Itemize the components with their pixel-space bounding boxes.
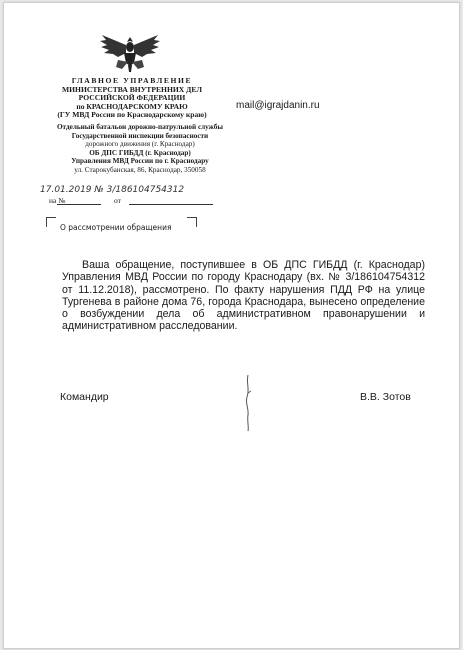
header-line: ГЛАВНОЕ УПРАВЛЕНИЕ xyxy=(71,76,193,85)
signatory-name: В.В. Зотов xyxy=(360,391,411,403)
recipient-email: mail@igrajdanin.ru xyxy=(236,100,320,111)
unit-line: дорожного движения (г. Краснодар) xyxy=(85,140,195,149)
letter-page xyxy=(3,2,460,649)
ministry-header xyxy=(52,77,212,120)
header-line: РОССИЙСКОЙ ФЕДЕРАЦИИ xyxy=(78,93,186,103)
ot-line xyxy=(129,204,213,205)
unit-line: ул. Старокубанская, 86, Краснодар, 350058 xyxy=(74,165,206,174)
unit-line: Управления МВД России по г. Краснодару xyxy=(71,157,209,166)
subject-bracket-right xyxy=(187,217,197,227)
eagle-emblem-icon xyxy=(98,33,162,73)
letter-body: Ваша обращение, поступившее в ОБ ДПС ГИБДД (г. Краснодар) Управления МВД России по городу Краснодару (вх. № 3/186104754312 от 11.12.2018), рассмотрено. По факту нарушения ПДД РФ на улице Тургенева в районе дома 76, города Краснодара, вынесено определение о возбуждении дела об административном правонарушении и административном расследовании. xyxy=(62,259,425,333)
registration-number-handwritten: 17.01.2019 № 3/186104754312 xyxy=(40,185,185,195)
na-line xyxy=(57,204,101,205)
sender-unit xyxy=(40,123,240,175)
na-label: на № xyxy=(49,196,66,205)
handwritten-signature-icon xyxy=(240,373,256,433)
header-line: МИНИСТЕРСТВА ВНУТРЕННИХ ДЕЛ xyxy=(61,84,202,94)
unit-line: Отдельный батальон дорожно-патрульной службы xyxy=(56,123,224,131)
header-line: по КРАСНОДАРСКОМУ КРАЮ xyxy=(76,101,188,111)
subject-bracket-left xyxy=(46,217,56,227)
reference-fields xyxy=(49,196,227,206)
unit-line: ОБ ДПС ГИБДД (г. Краснодар) xyxy=(89,148,191,157)
subject-line: О рассмотрении обращения xyxy=(60,223,172,232)
signatory-role: Командир xyxy=(60,391,109,403)
unit-line: Государственной инспекции безопасности xyxy=(71,131,209,140)
header-line: (ГУ МВД России по Краснодарскому краю) xyxy=(57,110,207,120)
ot-label: от xyxy=(114,196,121,205)
